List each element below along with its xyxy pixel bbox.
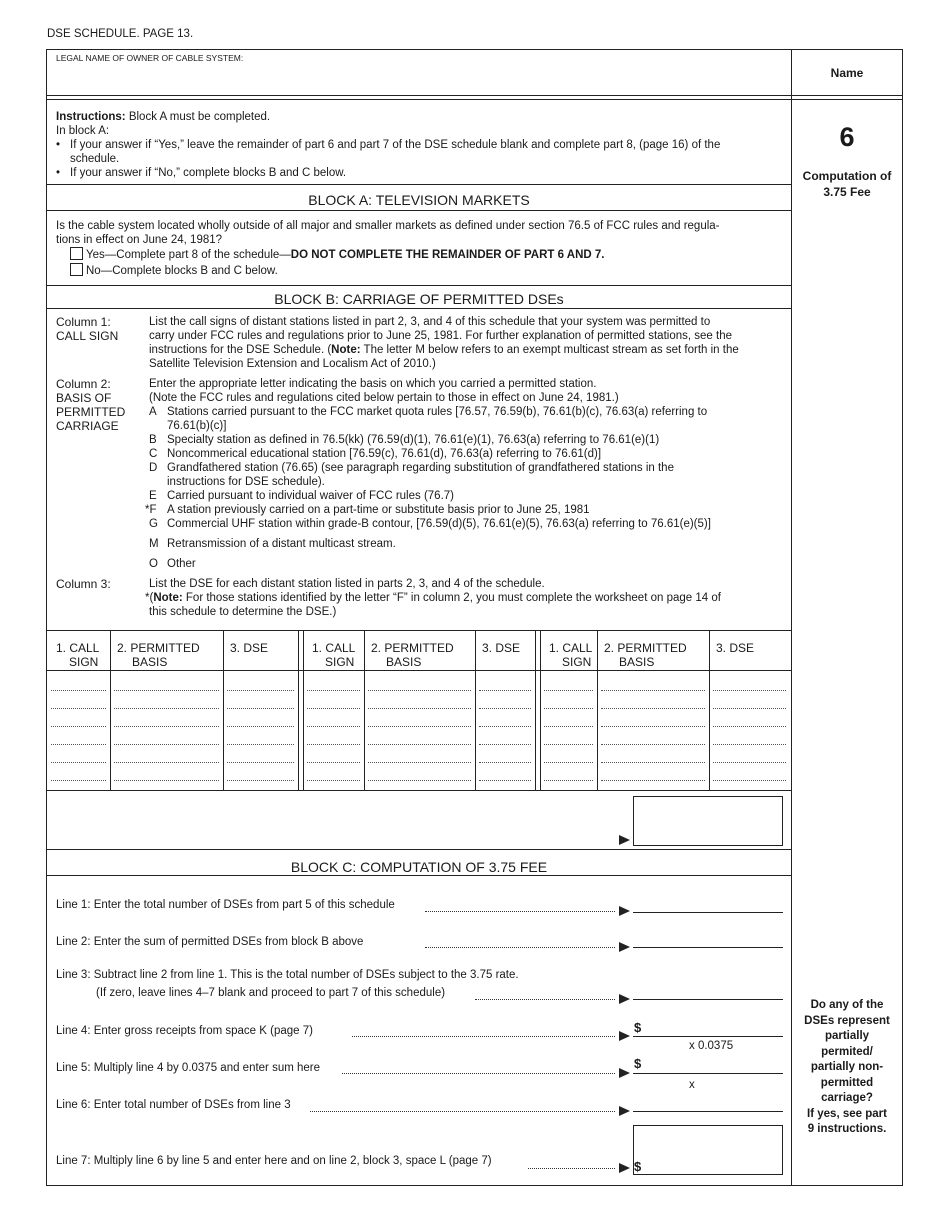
basis-d-letter: D [149,462,158,474]
table-cell[interactable] [114,762,219,763]
table-header-line: 1. CALL [549,641,593,655]
table-cell[interactable] [307,762,360,763]
table-cell[interactable] [479,726,531,727]
yes-checkbox[interactable] [70,247,83,260]
table-cell[interactable] [307,708,360,709]
table-column-divider [540,630,541,790]
divider [46,285,791,286]
line-3-field[interactable] [633,999,783,1000]
table-header-line: 3. DSE [482,641,521,655]
block-a-title: BLOCK A: TELEVISION MARKETS [308,192,530,208]
no-checkbox[interactable] [70,263,83,276]
basis-e-text: Carried pursuant to individual waiver of FCC rules (76.7) [167,490,454,502]
line-6-label: Line 6: Enter total number of DSEs from line 3 [56,1099,291,1111]
line-6-field[interactable] [633,1111,783,1112]
instructions-lead: Instructions: Block A must be completed. [56,111,271,123]
table-cell[interactable] [479,780,531,781]
instructions-bullet-2: If your answer if “No,” complete blocks B and C below. [70,167,347,179]
table-cell[interactable] [368,690,471,691]
table-cell[interactable] [368,726,471,727]
table-cell[interactable] [713,690,786,691]
arrow-icon [619,906,630,916]
sidebar-question: Do any of the DSEs represent partially permited/ partially non- permitted carriage? If yes, see part 9 instructions. [804,999,890,1135]
basis-o-text: Other [167,558,196,570]
divider [46,210,791,211]
total-permitted-dse-box[interactable] [633,796,783,846]
table-cell[interactable] [227,726,294,727]
table-header-dse [482,641,520,655]
arrow-icon [619,835,630,845]
table-cell[interactable] [51,708,106,709]
leader-dots [342,1073,615,1074]
table-cell[interactable] [114,744,219,745]
column-1-text: List the call signs of distant stations listed in part 2, 3, and 4 of this schedule that your system was permitted to carry under FCC rules and regulations prior to June 25, 1981. For further explanation of permitted stations, see the instructions for the DSE Schedule. (Note: The letter M below refers to an exempt multicast stream as set forth in the Satellite Television Extension and Localism Act of 2010.) [149,316,739,370]
table-header-line: SIGN [325,655,355,669]
bullet-dot: • [56,139,61,151]
table-column-divider [475,630,476,790]
table-header-line: 3. DSE [230,641,269,655]
divider [46,630,791,631]
table-cell[interactable] [479,690,531,691]
arrow-icon [619,1031,630,1041]
line-4-field[interactable] [633,1036,783,1037]
leader-dots [528,1168,615,1169]
divider [46,308,791,309]
table-cell[interactable] [601,780,705,781]
line-5-label: Line 5: Multiply line 4 by 0.0375 and enter sum here [56,1062,321,1074]
table-header-call-sign [549,641,592,669]
table-header-line: 1. CALL [312,641,356,655]
basis-a-letter: A [149,406,157,418]
table-cell[interactable] [227,744,294,745]
divider [46,670,791,671]
column-1-label: Column 1: CALL SIGN [56,315,119,343]
table-cell[interactable] [114,708,219,709]
yes-option: Yes—Complete part 8 of the schedule—DO NOT COMPLETE THE REMAINDER OF PART 6 AND 7. [70,247,605,262]
multiplier-label: x 0.0375 [689,1040,734,1052]
line-1-label: Line 1: Enter the total number of DSEs from part 5 of this schedule [56,899,395,911]
divider [46,95,903,96]
arrow-icon [619,1068,630,1078]
table-column-divider [223,630,224,790]
leader-dots [425,947,615,948]
line-4-label: Line 4: Enter gross receipts from space K (page 7) [56,1025,313,1037]
column-3-label: Column 3: [56,577,111,591]
line-7-dollar: $ [634,1159,642,1174]
divider [46,790,791,791]
table-cell[interactable] [544,762,593,763]
table-cell[interactable] [713,780,786,781]
table-cell[interactable] [114,780,219,781]
line-1-field[interactable] [633,912,783,913]
line-7-box[interactable] [633,1125,783,1175]
table-header-permitted-basis [604,641,687,669]
divider [46,184,791,185]
table-cell[interactable] [601,762,705,763]
table-cell[interactable] [544,726,593,727]
instructions-in-block: In block A: [56,125,110,137]
block-a-question-2: tions in effect on June 24, 1981? [56,234,223,246]
divider [46,99,903,100]
block-c-title: BLOCK C: COMPUTATION OF 3.75 FEE [290,859,548,875]
table-cell[interactable] [368,762,471,763]
basis-d-text: Grandfathered station (76.65) (see paragraph regarding substitution of grandfathered stations in the instructions for DSE schedule). [167,462,674,488]
table-header-permitted-basis [117,641,200,669]
table-cell[interactable] [479,762,531,763]
table-header-dse [716,641,754,655]
divider [46,849,791,850]
part-title-2: 3.75 Fee [823,185,871,199]
table-cell[interactable] [601,708,705,709]
leader-dots [310,1111,615,1112]
line-3-note: (If zero, leave lines 4–7 blank and proceed to part 7 of this schedule) [96,987,446,999]
table-cell[interactable] [51,780,106,781]
table-cell[interactable] [601,726,705,727]
part-title-1: Computation of [802,169,892,183]
leader-dots [352,1036,615,1037]
table-cell[interactable] [51,744,106,745]
part-number: 6 [839,122,855,152]
table-header-permitted-basis [371,641,454,669]
basis-b-letter: B [149,434,157,446]
leader-dots [475,999,615,1000]
column-2-label: Column 2: BASIS OF PERMITTED CARRIAGE [56,377,126,433]
basis-m-letter: M [149,538,159,550]
table-cell[interactable] [307,726,360,727]
table-cell[interactable] [307,690,360,691]
table-cell[interactable] [227,762,294,763]
table-cell[interactable] [544,708,593,709]
basis-c-text: Noncommerical educational station [76.59(c), 76.61(d), 76.63(a) referring to 76.61(d)] [167,448,602,460]
no-option: No—Complete blocks B and C below. [70,263,278,278]
arrow-icon [619,994,630,1004]
line-5-dollar: $ [634,1056,642,1071]
table-header-line: 2. PERMITTED [371,641,454,655]
table-column-divider [303,630,304,790]
table-column-divider [298,630,299,790]
basis-e-letter: E [149,490,157,502]
table-header-line: SIGN [562,655,592,669]
basis-b-text: Specialty station as defined in 76.5(kk) (76.59(d)(1), 76.61(e)(1), 76.63(a) referring to 76.61(e)(1) [167,434,660,446]
line-3-label: Line 3: Subtract line 2 from line 1. This is the total number of DSEs subject to the 3.75 rate. [56,969,519,981]
arrow-icon [619,942,630,952]
divider [46,875,791,876]
table-column-divider [597,630,598,790]
table-header-line: BASIS [386,655,422,669]
table-cell[interactable] [368,780,471,781]
table-header-call-sign [56,641,99,669]
table-cell[interactable] [51,726,106,727]
table-header-call-sign [312,641,355,669]
table-cell[interactable] [713,708,786,709]
arrow-icon [619,1106,630,1116]
name-label: Name [830,66,864,80]
table-column-divider [709,630,710,790]
table-cell[interactable] [51,762,106,763]
times-label: x [689,1079,695,1091]
line-7-label: Line 7: Multiply line 6 by line 5 and enter here and on line 2, block 3, space L (page 7) [56,1155,492,1167]
leader-dots [425,911,615,912]
page-header: DSE SCHEDULE. PAGE 13. [47,28,194,40]
table-cell[interactable] [601,744,705,745]
table-cell[interactable] [544,690,593,691]
table-cell[interactable] [227,708,294,709]
table-cell[interactable] [227,690,294,691]
table-header-line: BASIS [132,655,168,669]
table-cell[interactable] [307,744,360,745]
instructions-bullet-1: If your answer if “Yes,” leave the remainder of part 6 and part 7 of the DSE schedule blank and complete part 8, (page 16) of the schedule. [70,139,721,165]
table-cell[interactable] [479,744,531,745]
column-2-text: Enter the appropriate letter indicating the basis on which you carried a permitted station. (Note the FCC rules and regulations cited below pertain to those in effect on June 24, 1981.) [149,378,619,404]
basis-f-letter: *F [145,504,157,516]
table-column-divider [535,630,536,790]
block-a-question-1: Is the cable system located wholly outside of all major and smaller markets as defined under section 76.5 of FCC rules and regula- [56,220,720,232]
table-cell[interactable] [307,780,360,781]
table-header-line: BASIS [619,655,655,669]
basis-g-letter: G [149,518,158,530]
table-cell[interactable] [368,744,471,745]
bullet-dot: • [56,167,61,179]
arrow-icon [619,1163,630,1173]
table-header-line: 1. CALL [56,641,100,655]
table-cell[interactable] [368,708,471,709]
table-cell[interactable] [479,708,531,709]
basis-a-text: Stations carried pursuant to the FCC market quota rules [76.57, 76.59(b), 76.61(b)(c), 76.63(a) referring to 76.61(b)(c)] [167,406,708,432]
owner-label: LEGAL NAME OF OWNER OF CABLE SYSTEM: [56,53,244,63]
table-column-divider [110,630,111,790]
table-cell[interactable] [713,744,786,745]
table-header-line: 2. PERMITTED [117,641,200,655]
table-header-line: SIGN [69,655,99,669]
line-2-label: Line 2: Enter the sum of permitted DSEs from block B above [56,936,364,948]
column-3-text: List the DSE for each distant station listed in parts 2, 3, and 4 of the schedule. *(Note: For those stations identified by the letter “F” in column 2, you must complete the worksheet on page 14 of this schedule to determine the DSE.) [145,578,721,618]
table-cell[interactable] [544,780,593,781]
basis-c-letter: C [149,448,158,460]
owner-name-field[interactable] [56,68,776,88]
basis-g-text: Commercial UHF station within grade-B contour, [76.59(d)(5), 76.61(e)(5), 76.63(a) referring to 76.61(e)(5)] [167,518,711,530]
table-cell[interactable] [713,762,786,763]
table-header-line: 3. DSE [716,641,755,655]
table-cell[interactable] [227,780,294,781]
table-header-line: 2. PERMITTED [604,641,687,655]
line-4-dollar: $ [634,1020,642,1035]
table-column-divider [364,630,365,790]
table-cell[interactable] [544,744,593,745]
table-cell[interactable] [713,726,786,727]
line-2-field[interactable] [633,947,783,948]
table-cell[interactable] [601,690,705,691]
basis-o-letter: O [149,558,158,570]
block-b-title: BLOCK B: CARRIAGE OF PERMITTED DSEs [274,291,564,307]
basis-m-text: Retransmission of a distant multicast stream. [167,538,396,550]
table-header-dse [230,641,268,655]
line-5-field[interactable] [633,1073,783,1074]
table-cell[interactable] [51,690,106,691]
basis-f-text: A station previously carried on a part-time or substitute basis prior to June 25, 1981 [167,504,590,516]
table-cell[interactable] [114,690,219,691]
table-cell[interactable] [114,726,219,727]
